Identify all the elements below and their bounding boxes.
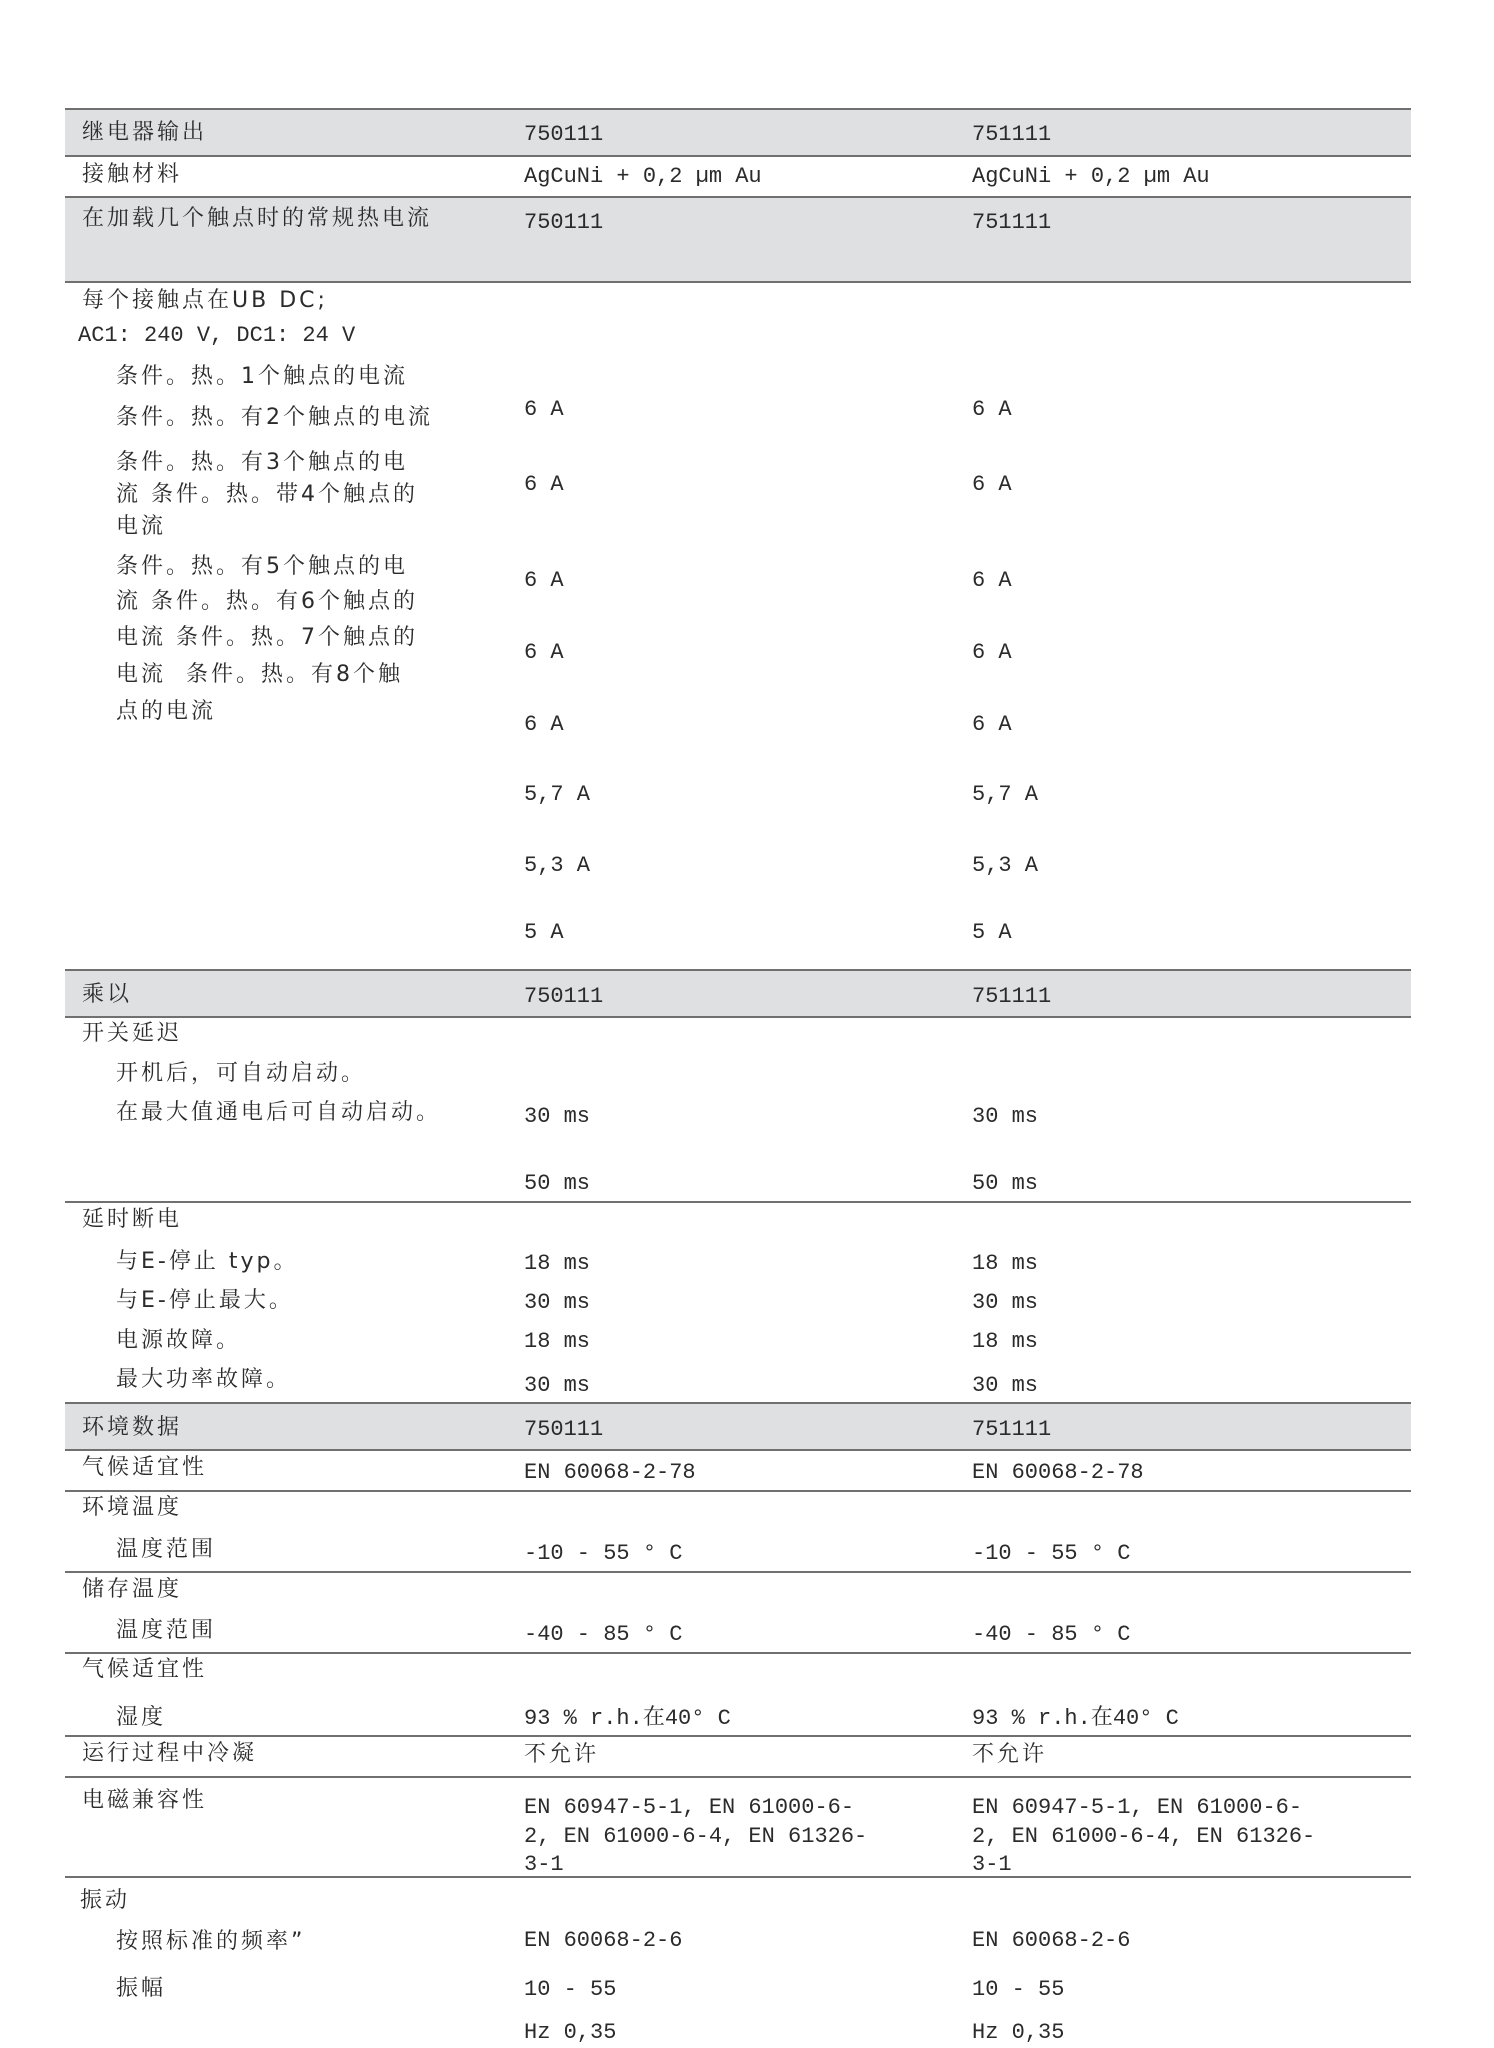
thermal-value-col2: 6 A: [972, 640, 1012, 665]
thermal-value-col2: 6 A: [972, 712, 1012, 737]
switch-on-delay-sub: 在最大值通电后可自动启动。: [116, 1100, 442, 1125]
thermal-value-col1: 6 A: [524, 712, 564, 737]
rule: [65, 1402, 1411, 1404]
thermal-sub-line: 条件。热。有2个触点的电流: [116, 405, 433, 430]
ambient-temp-label: 环境温度: [82, 1495, 183, 1520]
thermal-sub-line: 条件。热。有3个触点的电: [116, 450, 408, 475]
vibration-amp-col2: Hz 0,35: [972, 2020, 1065, 2045]
vibration-amp-col2: 10 - 55: [972, 1977, 1065, 2002]
rule: [65, 1776, 1411, 1778]
environment-label: 环境数据: [82, 1415, 183, 1440]
environment-col2: 751111: [972, 1417, 1052, 1442]
thermal-current-col2: 751111: [972, 210, 1052, 235]
emc-label: 电磁兼容性: [82, 1788, 208, 1813]
delay-off-row-col1: 30 ms: [524, 1373, 591, 1398]
thermal-value-col2: 6 A: [972, 397, 1012, 422]
switch-on-delay-col1: 30 ms: [524, 1104, 591, 1129]
humidity-col2: 93 % r.h.在40° C: [972, 1706, 1179, 1731]
times-col1: 750111: [524, 984, 604, 1009]
rule: [65, 1490, 1411, 1492]
delay-off-row-col1: 30 ms: [524, 1290, 591, 1315]
thermal-value-col1: 6 A: [524, 640, 564, 665]
rule: [65, 108, 1411, 110]
relay-output-col2: 751111: [972, 122, 1052, 147]
delay-off-row-label: 与E-停止 typ。: [116, 1249, 299, 1274]
emc-col2-line: 2, EN 61000-6-4, EN 61326-: [972, 1824, 1316, 1849]
switch-on-delay-label: 开关延迟: [82, 1021, 183, 1046]
emc-col2-line: 3-1: [972, 1852, 1012, 1877]
vibration-freq-col2: EN 60068-2-6: [972, 1928, 1131, 1953]
thermal-value-col2: 5 A: [972, 920, 1012, 945]
humidity-col1: 93 % r.h.在40° C: [524, 1706, 731, 1731]
storage-temp-col2: -40 - 85 ° C: [972, 1622, 1131, 1647]
rule: [65, 969, 1411, 971]
header-band-relay-output: [65, 110, 1411, 156]
relay-output-label: 继电器输出: [82, 120, 208, 145]
thermal-value-col1: 5 A: [524, 920, 564, 945]
times-col2: 751111: [972, 984, 1052, 1009]
rule: [65, 1876, 1411, 1878]
thermal-intro-line1: 每个接触点在UB DC;: [82, 288, 328, 313]
thermal-current-label: 在加载几个触点时的常规热电流: [82, 206, 433, 231]
delay-off-row-label: 电源故障。: [116, 1328, 242, 1353]
ambient-temp-col2: -10 - 55 ° C: [972, 1541, 1131, 1566]
switch-on-delay-col2: 50 ms: [972, 1171, 1039, 1196]
contact-material-col1: AgCuNi + 0,2 µm Au: [524, 164, 762, 189]
thermal-value-col2: 5,7 A: [972, 782, 1039, 807]
contact-material-label: 接触材料: [82, 162, 183, 187]
condensation-col1: 不允许: [524, 1742, 600, 1767]
delay-off-label: 延时断电: [82, 1207, 183, 1232]
delay-off-row-col1: 18 ms: [524, 1251, 591, 1276]
thermal-value-col1: 5,7 A: [524, 782, 591, 807]
relay-output-col1: 750111: [524, 122, 604, 147]
rule: [65, 1201, 1411, 1203]
rule: [65, 1652, 1411, 1654]
thermal-value-col1: 6 A: [524, 568, 564, 593]
thermal-value-col2: 6 A: [972, 472, 1012, 497]
delay-off-row-label: 最大功率故障。: [116, 1367, 292, 1392]
vibration-freq-col1: EN 60068-2-6: [524, 1928, 683, 1953]
rule: [65, 1735, 1411, 1737]
climate-label: 气候适宜性: [82, 1455, 208, 1480]
ambient-temp-sub-label: 温度范围: [116, 1537, 217, 1562]
climate2-label: 气候适宜性: [82, 1657, 208, 1682]
thermal-sub-line: 电流 条件。热。7个触点的: [116, 625, 418, 650]
vibration-amp-label: 振幅: [116, 1976, 167, 2001]
rule: [65, 281, 1411, 283]
delay-off-row-col2: 30 ms: [972, 1290, 1039, 1315]
humidity-label: 湿度: [116, 1705, 167, 1730]
emc-col1-line: 3-1: [524, 1852, 564, 1877]
thermal-sub-line: 点的电流: [116, 699, 217, 724]
thermal-sub-line: 条件。热。有5个触点的电: [116, 554, 408, 579]
storage-temp-label: 储存温度: [82, 1577, 183, 1602]
thermal-value-col1: 5,3 A: [524, 853, 591, 878]
delay-off-row-col1: 18 ms: [524, 1329, 591, 1354]
climate-col2: EN 60068-2-78: [972, 1460, 1144, 1485]
condensation-col2: 不允许: [972, 1742, 1048, 1767]
rule: [65, 196, 1411, 198]
emc-col1-line: 2, EN 61000-6-4, EN 61326-: [524, 1824, 868, 1849]
thermal-current-col1: 750111: [524, 210, 604, 235]
times-label: 乘以: [82, 982, 133, 1007]
storage-temp-col1: -40 - 85 ° C: [524, 1622, 683, 1647]
storage-temp-sub-label: 温度范围: [116, 1618, 217, 1643]
delay-off-row-col2: 18 ms: [972, 1329, 1039, 1354]
vibration-amp-col1: 10 - 55: [524, 1977, 617, 2002]
thermal-sub-line: 流 条件。热。带4个触点的: [116, 482, 418, 507]
thermal-value-col2: 6 A: [972, 568, 1012, 593]
thermal-value-col2: 5,3 A: [972, 853, 1039, 878]
ambient-temp-col1: -10 - 55 ° C: [524, 1541, 683, 1566]
rule: [65, 155, 1411, 157]
switch-on-delay-sub: 开机后，可自动启动。: [116, 1061, 367, 1086]
switch-on-delay-col2: 30 ms: [972, 1104, 1039, 1129]
rule: [65, 1449, 1411, 1451]
thermal-value-col1: 6 A: [524, 472, 564, 497]
rule: [65, 1571, 1411, 1573]
thermal-sub-line: 电流 条件。热。有8个触: [116, 662, 403, 687]
vibration-freq-label: 按照标准的频率”: [116, 1929, 306, 1954]
thermal-sub-line: 条件。热。1个触点的电流: [116, 364, 408, 389]
environment-col1: 750111: [524, 1417, 604, 1442]
thermal-value-col1: 6 A: [524, 397, 564, 422]
switch-on-delay-col1: 50 ms: [524, 1171, 591, 1196]
header-band-environment: [65, 1404, 1411, 1450]
emc-col2-line: EN 60947-5-1, EN 61000-6-: [972, 1795, 1303, 1820]
delay-off-row-label: 与E-停止最大。: [116, 1288, 294, 1313]
thermal-intro-line2: AC1: 240 V, DC1: 24 V: [78, 323, 356, 348]
contact-material-col2: AgCuNi + 0,2 µm Au: [972, 164, 1210, 189]
vibration-amp-col1: Hz 0,35: [524, 2020, 617, 2045]
thermal-sub-line: 电流: [116, 514, 167, 539]
vibration-label: 振动: [80, 1888, 131, 1913]
rule: [65, 1016, 1411, 1018]
climate-col1: EN 60068-2-78: [524, 1460, 696, 1485]
thermal-sub-line: 流 条件。热。有6个触点的: [116, 589, 418, 614]
delay-off-row-col2: 18 ms: [972, 1251, 1039, 1276]
delay-off-row-col2: 30 ms: [972, 1373, 1039, 1398]
condensation-label: 运行过程中冷凝: [82, 1741, 258, 1766]
header-band-times: [65, 971, 1411, 1017]
emc-col1-line: EN 60947-5-1, EN 61000-6-: [524, 1795, 855, 1820]
